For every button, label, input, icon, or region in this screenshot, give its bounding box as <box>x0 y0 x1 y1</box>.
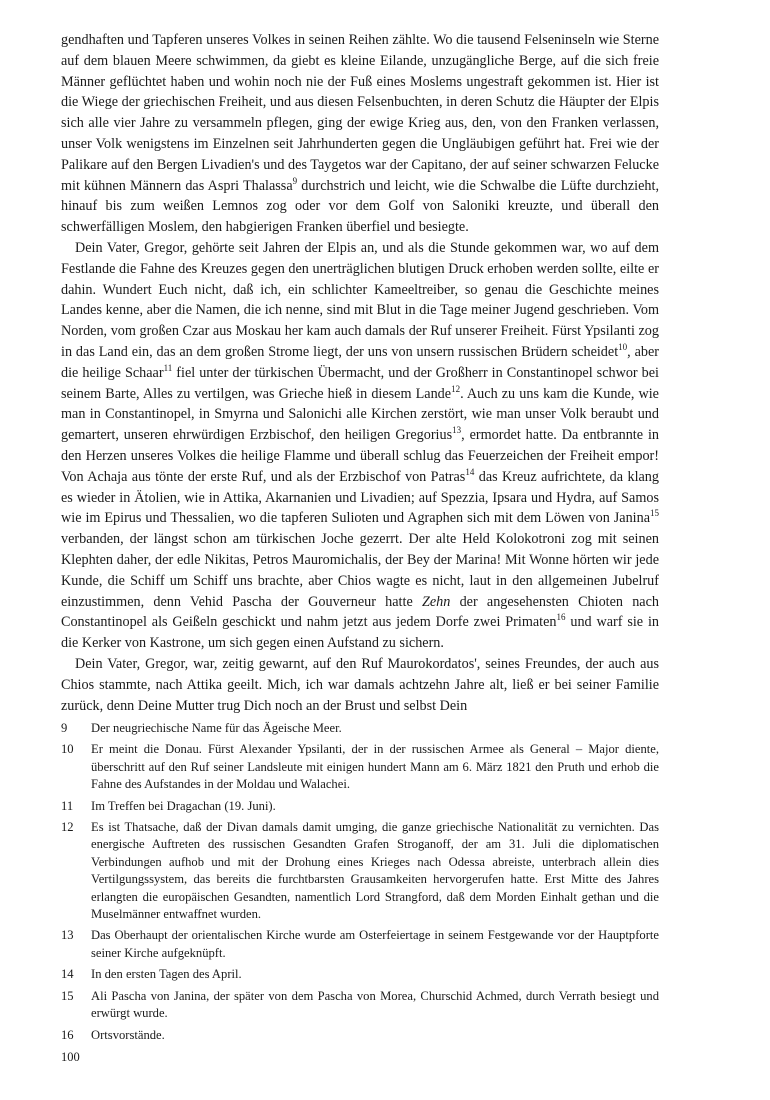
footnote-ref-10[interactable]: 10 <box>618 341 628 352</box>
footnote-ref-13[interactable]: 13 <box>452 425 462 436</box>
footnote-12 <box>61 819 659 923</box>
footnote-number: 14 <box>61 967 74 982</box>
footnote-15 <box>61 988 659 1023</box>
footnote-text: Im Treffen bei Dragachan (19. Juni). <box>91 798 276 813</box>
footnote-number: 15 <box>61 988 74 1003</box>
footnote-number: 13 <box>61 928 74 943</box>
footnote-text: Der neugriechische Name für das Ägeische Meer. <box>91 721 342 735</box>
footnote-text: Ali Pascha von Janina, der später von dem Pascha von Morea, Churschid Achmed, durch Verrath besiegt und erwürgt wurde. <box>91 988 659 1021</box>
paragraph-1 <box>61 30 659 238</box>
footnote-13 <box>61 927 659 962</box>
main-text <box>61 30 659 716</box>
paragraph-2 <box>61 238 659 654</box>
footnote-text: Es ist Thatsache, daß der Divan damals damit umging, die ganze griechische Nationalität zu vernichten. Das energische Auftreten des russischen Gesandten Grafen Stroganoff, der am 31. Juli die diplomatischen Verbindungen aufhob und mit der Drohung eines Krieges nach Odessa abreiste, unterbrach allein dies Vertilgungssystem, das bereits die furchtbarsten Grausamkeiten hervorgerufen hatte. Erst Mitte des Jahres erlangten die europäischen Gesandten, namentlich Lord Strangford, daß dem Morden Einhalt gethan und die Muselmänner entwaffnet wurden. <box>91 820 659 922</box>
footnote-16 <box>61 1027 659 1044</box>
emphasis-zehn: Zehn <box>421 593 451 610</box>
footnote-text: Das Oberhaupt der orientalischen Kirche wurde am Osterfeiertage in seinem Festgewande vor der Hauptpforte seiner Kirche aufgeknüpft. <box>91 928 659 960</box>
footnote-text: Ortsvorstände. <box>91 1027 165 1042</box>
footnote-9 <box>61 720 659 737</box>
footnote-number: 12 <box>61 820 74 835</box>
text-run: , aber die heilige Schaar <box>61 343 659 381</box>
footnote-text: Er meint die Donau. Fürst Alexander Ypsilanti, der in der russischen Armee als General – Major diente, überschritt auf den Ruf seiner Landsleute mit einigen hundert Mann am 6. März 1821 den Pruth und erhob die Fahne des Aufstandes in der Moldau und Walachei. <box>91 742 659 792</box>
footnote-ref-11[interactable]: 11 <box>163 362 173 373</box>
footnote-number: 10 <box>61 742 74 757</box>
footnote-number: 11 <box>61 798 74 813</box>
footnote-10 <box>61 741 659 793</box>
text-run: Dein Vater, Gregor, war, zeitig gewarnt, auf den Ruf Maurokordatos', seines Freundes, der auch aus Chios stammte, nach Attika geeilt. Mich, ich war damals achtzehn Jahre alt, ließ er bei seiner Familie zurück, denn Deine Mutter trug Dich noch an der Brust und selbst Dein <box>61 655 659 714</box>
text-run: und warf sie in die Kerker von Kastrone, um sich gegen einen Aufstand zu sichern. <box>61 614 660 652</box>
footnotes <box>61 720 659 1048</box>
footnote-ref-12[interactable]: 12 <box>451 383 461 394</box>
footnote-ref-14[interactable]: 14 <box>465 466 475 477</box>
text-run: , ermordet hatte. Da entbrannte in den Herzen unseres Volkes die heilige Flamme und überall schlug das Feuerzeichen der Freiheit empor! Von Achaja aus tönte der erste Ruf, und als der Erzbischof von Patras <box>61 427 659 485</box>
footnote-number: 9 <box>61 721 68 735</box>
text-run: gendhaften und Tapferen unseres Volkes in seinen Reihen zählte. Wo die tausend Felseninseln wie Sterne auf dem blauen Meere schwimmen, da giebt es kleine Eilande, unzugängliche Berge, auf die sich freie Männer geflüchtet haben und wohin noch nie der Fuß eines Moslems ungestraft gekommen ist. Hier ist die Wiege der griechischen Freiheit, und aus diesen Felsenbuchten, in deren Schutz die Häupter der Elpis sich alle vier Jahre zu versammeln pflegen, ging der ewige Krieg aus, den, von den Franken verlassen, unser Volk wenigstens im Einzelnen seit Jahrhunderten gegen die Ungläubigen geführt hat. Frei wie der Palikare auf den Bergen Livadien's und des Taygetos war der Capitano, der auf seiner schwarzen Felucke mit kühnen Männern das Aspri Thalassa <box>61 32 659 194</box>
text-run: verbanden, der längst schon am türkischen Joche gezerrt. Der alte Held Kolokotroni zog mit seinen Klephten daher, der edle Nikitas, Petros Mauromichalis, der Bey der Marina! Mit Wonne hörten wir jede Kunde, die Schiff um Schiff uns brachte, aber Chios wagte es nicht, laut in den allgemeinen Jubelruf einzustimmen, denn Vehid Pascha der Gouverneur hatte <box>61 531 659 610</box>
page-number: 100 <box>61 1050 80 1064</box>
footnote-number: 16 <box>61 1027 74 1042</box>
footnote-text: In den ersten Tagen des April. <box>91 967 242 982</box>
text-run: fiel unter der türkischen Übermacht, und der Großherr in Constantinopel schwor bei seinem Barte, Alles zu vertilgen, was Grieche hieß in diesem Lande <box>61 364 659 402</box>
footnote-11 <box>61 798 659 815</box>
text-run: . Auch zu uns kam die Kunde, wie man in Constantinopel, in Smyrna und Salonichi alle Kirchen zerstört, wie man unser Volk beraubt und gemartert, unseren ehrwürdigen Erzbischof, den heiligen Gregorius <box>61 385 659 444</box>
footnote-ref-15[interactable]: 15 <box>650 508 659 519</box>
paragraph-3 <box>61 654 659 716</box>
text-run: Dein Vater, Gregor, gehörte seit Jahren der Elpis an, und als die Stunde gekommen war, wo auf dem Festlande die Fahne des Kreuzes gegen den unerträglichen blutigen Druck erhoben werden sollte, eilte er dahin. Wundert Euch nicht, daß ich, ein schlichter Kameeltreiber, so genau die Geschichte meines Landes kenne, aber die Namen, die ich nenne, sind mit Blut in die Tage meiner Jugend geschrieben. Vom Norden, vom großen Czar aus Moskau her kam auch damals der Ruf unserer Freiheit. Fürst Ypsilanti zog in das Land ein, das an dem großen Strome liegt, der uns von unsern russischen Brüdern scheidet <box>61 239 659 360</box>
text-run: das Kreuz aufrichtete, da klang es wieder in Ätolien, wie in Attika, Akarnanien und Livadien; auf Spezzia, Ipsara und Hydra, auf Samos wie im Epirus und Thessalien, wo die tapferen Sulioten und Agraphen sich mit dem Löwen von Janina <box>61 468 659 527</box>
text-run: der angesehensten Chioten nach Constantinopel als Geißeln geschickt und nahm jetzt aus jedem Dorfe zwei Primaten <box>61 593 659 631</box>
footnote-ref-16[interactable]: 16 <box>556 612 566 623</box>
footnote-ref-9[interactable]: 9 <box>292 175 298 186</box>
footnote-14 <box>61 966 659 983</box>
text-run: durchstrich und leicht, wie die Schwalbe die Lüfte durchzieht, hinauf bis zum weißen Lemnos zog oder vor dem Golf von Saloniki kreuzte, und überall den schwerfälligen Moslem, den habgierigen Franken überfiel und besiegte. <box>61 177 660 236</box>
